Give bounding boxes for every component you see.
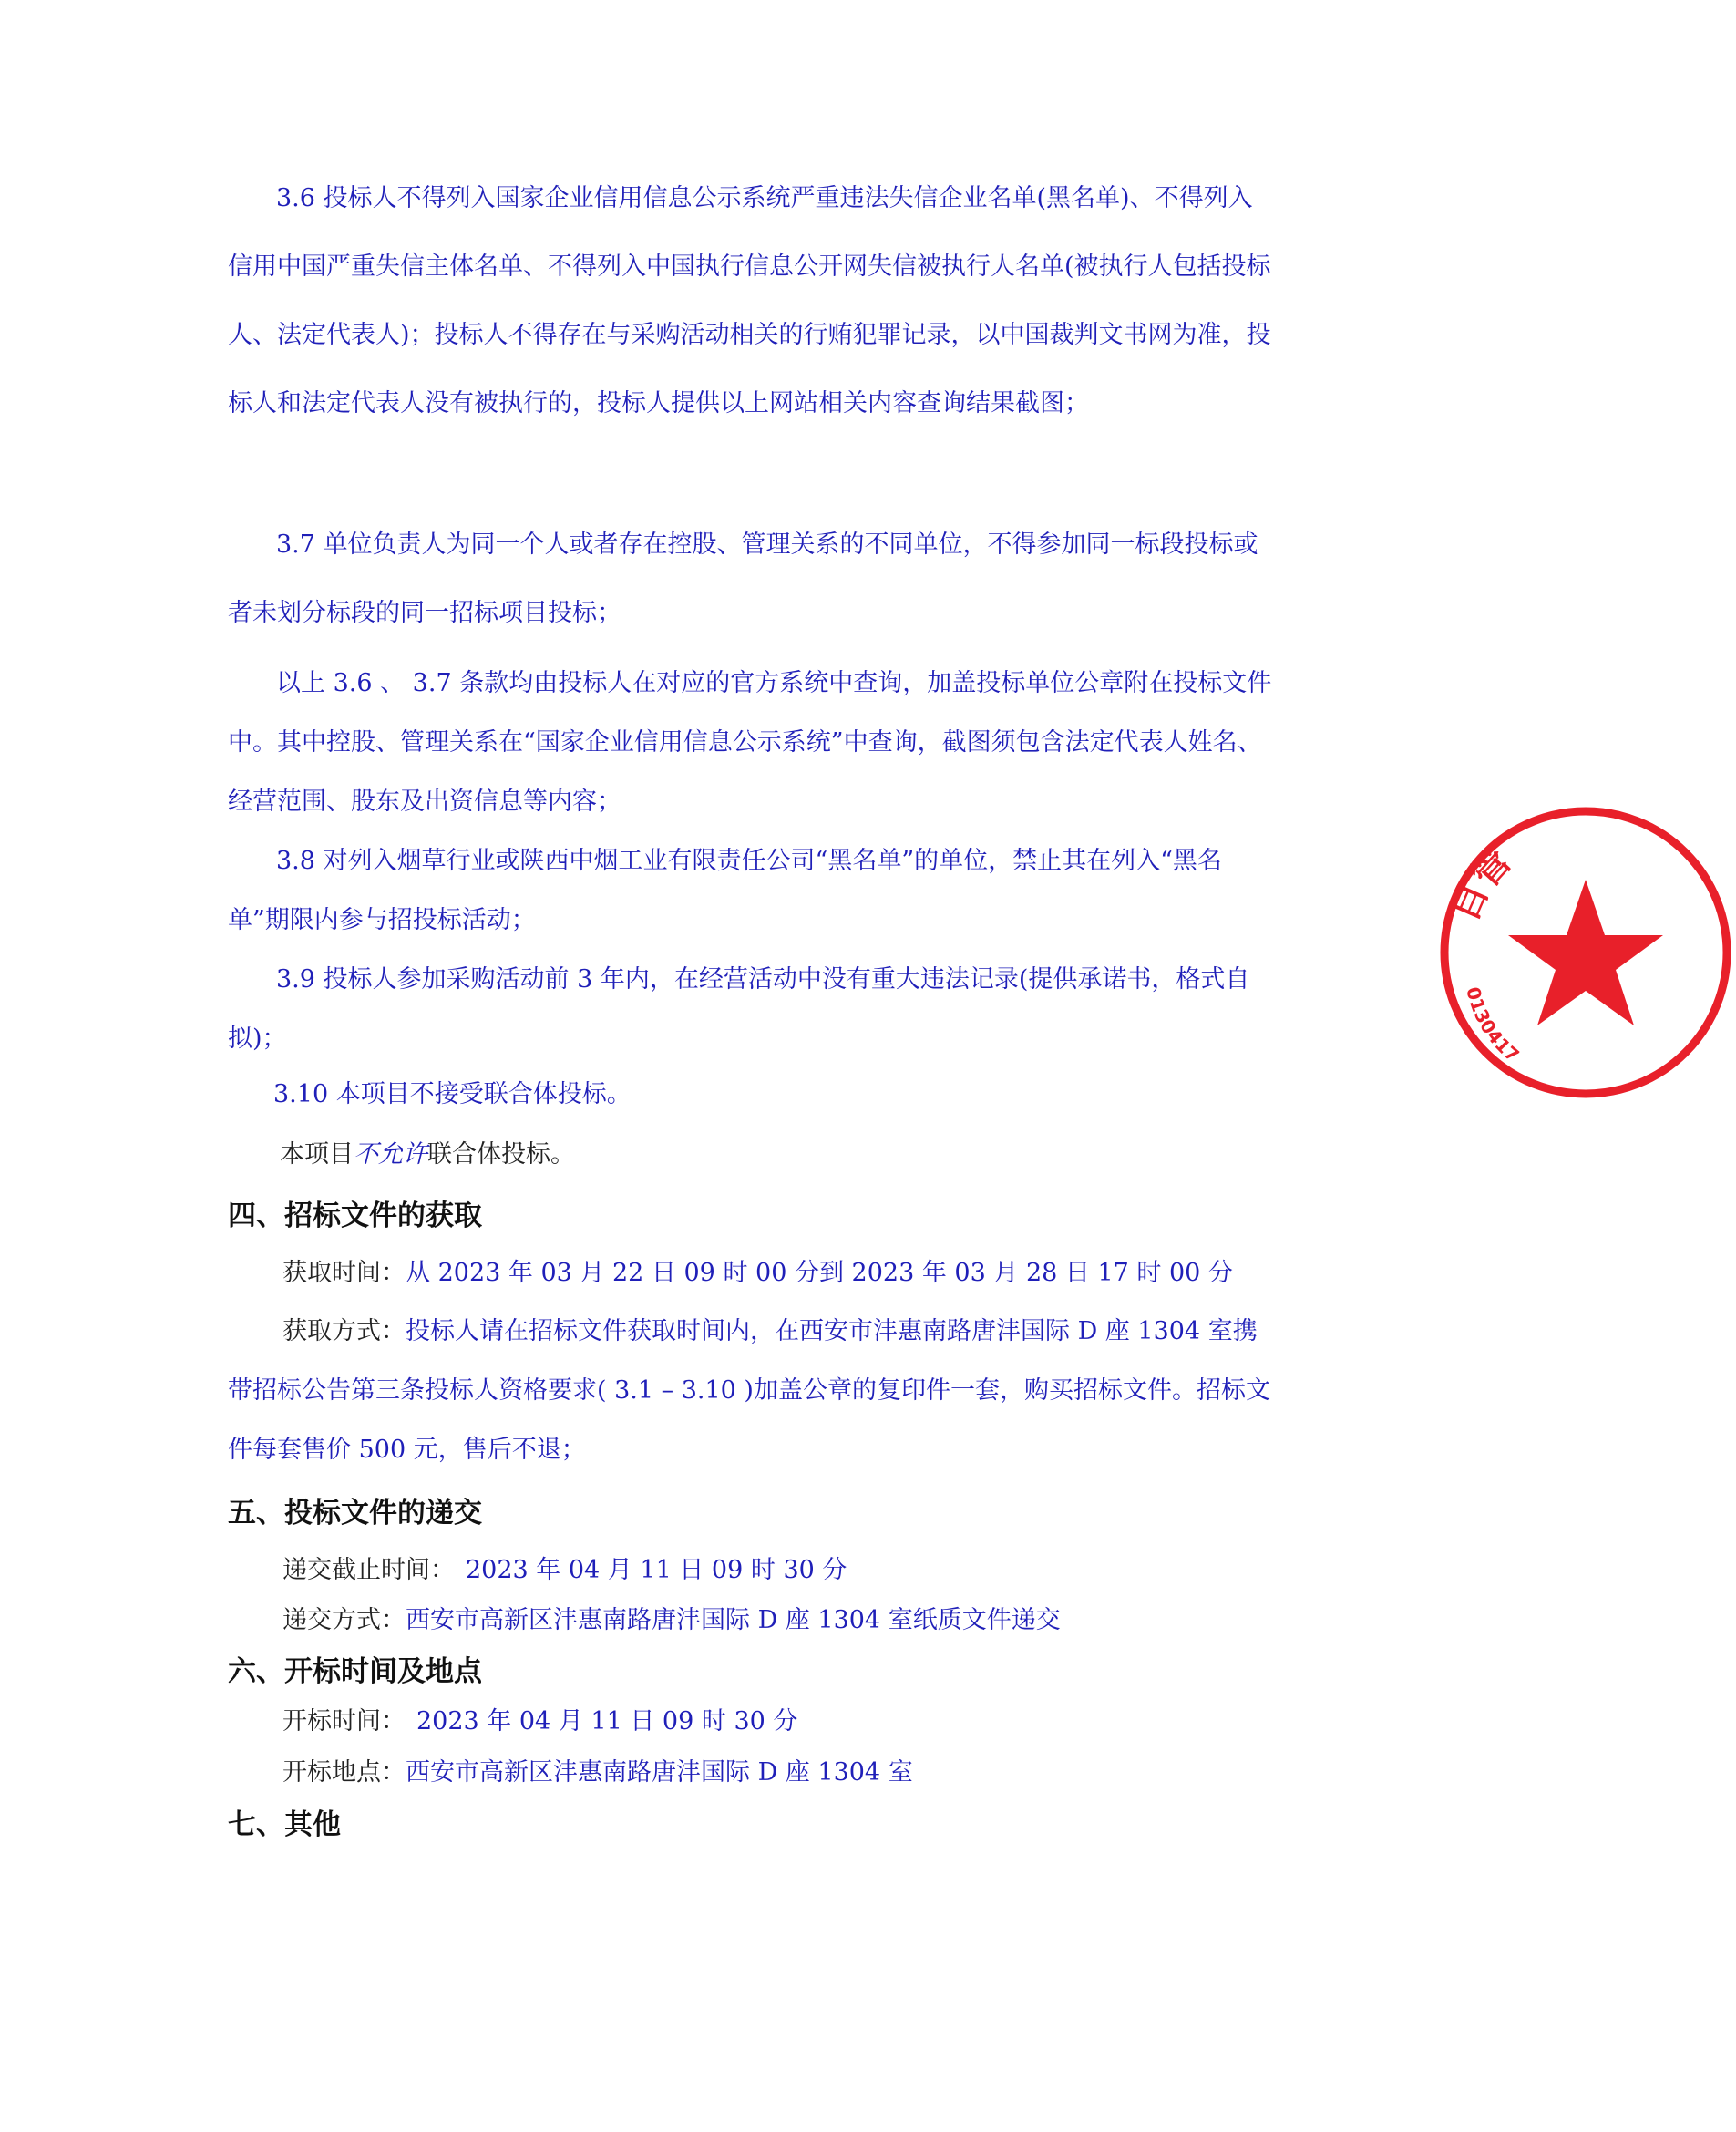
clause-3-9: 3.9 投标人参加采购活动前 3 年内，在经营活动中没有重大违法记录(提供承诺书，格式自拟)； — [228, 965, 1250, 1053]
acquire-time-line — [282, 1252, 1233, 1288]
open-place-label: 开标地点： — [282, 1758, 406, 1787]
clause-3-10: 3.10 本项目不接受联合体投标。 — [273, 1080, 632, 1108]
section-5-heading: 五、投标文件的递交 — [228, 1497, 482, 1529]
clause-note: 以上 3.6 、 3.7 条款均由投标人在对应的官方系统中查询，加盖投标单位公章附在投标文件中。其中控股、管理关系在“国家企业信用信息公示系统”中查询，截图须包含法定代表人姓名、经营范围、股东及出资信息等内容； — [228, 669, 1272, 816]
company-seal-icon — [1435, 802, 1736, 1103]
submit-method-label: 递交方式： — [282, 1606, 406, 1634]
submit-deadline-value: 2023 年 04 月 11 日 09 时 30 分 — [466, 1556, 847, 1584]
consortium-line — [280, 1134, 575, 1169]
open-time-value: 2023 年 04 月 11 日 09 时 30 分 — [416, 1707, 798, 1735]
clause-3-8: 3.8 对列入烟草行业或陕西中烟工业有限责任公司“黑名单”的单位，禁止其在列入“黑名单”期限内参与招投标活动； — [228, 847, 1222, 934]
acquire-time-value: 从 2023 年 03 月 22 日 09 时 00 分到 2023 年 03 月 28 日 17 时 00 分 — [406, 1259, 1233, 1287]
seal-chars: 目管 — [1443, 840, 1520, 928]
clause-3-6: 3.6 投标人不得列入国家企业信用信息公示系统严重违法失信企业名单(黑名单)、不得列入信用中国严重失信主体名单、不得列入中国执行信息公开网失信被执行人名单(被执行人包括投标人、法定代表人)；投标人不得存在与采购活动相关的行贿犯罪记录，以中国裁判文书网为准，投标人和法定代表人没有被执行的，投标人提供以上网站相关内容查询结果截图； — [228, 184, 1271, 417]
section-6-heading: 六、开标时间及地点 — [228, 1655, 482, 1688]
acquire-time-label: 获取时间： — [282, 1259, 406, 1287]
submit-method-line — [282, 1600, 1061, 1635]
consortium-prefix: 本项目 — [280, 1140, 354, 1169]
consortium-suffix: 联合体投标。 — [427, 1140, 575, 1169]
section-4-heading: 四、招标文件的获取 — [228, 1200, 482, 1232]
open-time-label: 开标时间： — [282, 1707, 406, 1735]
open-place-value: 西安市高新区沣惠南路唐沣国际 D 座 1304 室 — [406, 1758, 913, 1787]
submit-deadline-line — [282, 1550, 847, 1585]
submit-deadline-label: 递交截止时间： — [282, 1556, 455, 1584]
section-7-heading: 七、其他 — [228, 1808, 341, 1841]
open-time-line — [282, 1701, 797, 1736]
submit-method-value: 西安市高新区沣惠南路唐沣国际 D 座 1304 室纸质文件递交 — [406, 1606, 1061, 1634]
seal-number: 0130417 — [1462, 984, 1524, 1066]
consortium-value: 不允许 — [354, 1140, 427, 1169]
open-place-line — [282, 1752, 913, 1787]
acquire-method-label: 获取方式： — [282, 1317, 406, 1345]
acquire-method-para — [228, 1302, 1276, 1479]
clause-3-7: 3.7 单位负责人为同一个人或者存在控股、管理关系的不同单位，不得参加同一标段投标或者未划分标段的同一招标项目投标； — [228, 530, 1258, 627]
acquire-method-value: 投标人请在招标文件获取时间内，在西安市沣惠南路唐沣国际 D 座 1304 室携带招标公告第三条投标人资格要求( 3.1 – 3.10 )加盖公章的复印件一套，购买招标文件。招标文件每套售价 500 元，售后不退； — [228, 1317, 1270, 1464]
